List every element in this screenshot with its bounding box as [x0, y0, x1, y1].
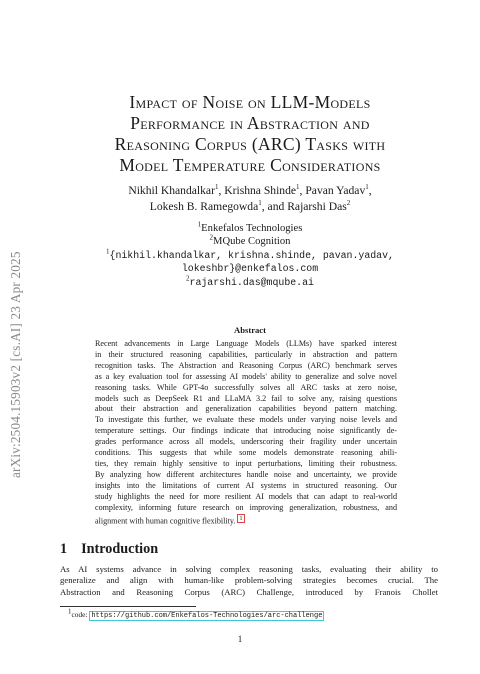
intro-line: As AI systems advance in solving complex reasoning tasks, evaluating their ability to	[60, 564, 438, 574]
page-number: 1	[237, 634, 243, 644]
author-separator: ,	[368, 184, 372, 197]
affiliation-name: Enkefalos Technologies	[201, 223, 303, 234]
email-line	[60, 276, 440, 289]
author-separator: ,	[299, 184, 306, 197]
author-separator: ,	[218, 184, 225, 197]
email-line	[60, 262, 440, 275]
affiliation	[60, 222, 440, 235]
author-affil-mark: 1	[214, 183, 219, 192]
abstract-line: about their abstraction and generalization capabilities beyond pattern matching.	[95, 404, 397, 414]
affil-mark: 2	[209, 233, 214, 242]
abstract-line: in their structured reasoning capabilities, particularly in abstraction and pattern	[95, 349, 397, 359]
footnote-link[interactable]: 1	[239, 514, 243, 522]
author-separator: , and	[261, 200, 288, 213]
abstract-line: recognition tasks. The Abstraction and Reasoning Corpus (ARC) benchmark serves	[95, 360, 397, 370]
footnote-divider	[60, 606, 196, 607]
author-line	[60, 183, 440, 199]
affil-mark: 2	[186, 274, 190, 283]
section-number: 1	[60, 541, 68, 557]
affiliations	[60, 222, 440, 289]
abstract-line: temperature settings. Our findings indicate that introducing noise significantly de-	[95, 426, 397, 436]
author-affil-mark: 1	[365, 183, 369, 192]
abstract-line-last	[95, 514, 397, 528]
author-name: Krishna Shinde	[224, 184, 297, 197]
abstract-line: grades performance across all models, underscoring their fragility under uncertain	[95, 437, 397, 447]
intro-paragraph	[60, 564, 438, 598]
affil-mark: 1	[197, 220, 202, 229]
author-name: Lokesh B. Ramegowda	[149, 200, 259, 213]
author-list	[60, 183, 440, 215]
intro-line: Abstraction and Reasoning Corpus (ARC) Challenge, introduced by Franois Chollet	[60, 586, 438, 597]
abstract-line: as a key evaluation tool for assessing AI models' ability to generalize and solve novel	[95, 371, 397, 381]
footnote-mark: 1	[68, 607, 72, 616]
abstract-body	[95, 339, 397, 527]
affiliation-name: MQube Cognition	[213, 236, 291, 248]
title-line: Model Temperature Considerations	[119, 155, 381, 175]
author-name: Pavan Yadav	[305, 184, 366, 197]
author-affil-mark: 2	[346, 199, 351, 208]
author-affil-mark: 1	[258, 199, 262, 208]
footnote	[68, 607, 324, 620]
section-heading	[60, 541, 158, 558]
abstract-line: ties, they remain highly sensitive to input perturbations, limiting their robustness.	[95, 458, 397, 468]
abstract-line: alignment with human cognitive flexibility.	[95, 516, 236, 526]
abstract-line: conditions. This suggests that while some models demonstrate reasoning abili-	[95, 448, 397, 458]
author-affil-mark: 1	[296, 183, 300, 192]
abstract-line: models such as DeepSeek R1 and LLaMA 3.2 fail to solve any, raising questions	[95, 393, 397, 403]
code-url-link[interactable]: https://github.com/Enkefalos-Technologies/arc-challenge	[91, 612, 323, 620]
abstract-line: study highlights the need for more resilient AI models that can adapt to real-world	[95, 491, 397, 501]
email-text[interactable]: rajarshi.das@mqube.ai	[189, 276, 314, 288]
abstract-line: By analyzing how different architectures handle noise and uncertainty, we provide	[95, 469, 397, 479]
affil-mark: 1	[106, 247, 110, 256]
affiliation	[60, 235, 440, 248]
email-text[interactable]: lokeshbr}@enkefalos.com	[181, 263, 319, 275]
author-name: Nikhil Khandalkar	[128, 184, 215, 197]
paper-title	[60, 92, 440, 176]
abstract-line: complexity, informing future research on improving generalization, robustness, and	[95, 502, 397, 512]
author-name: Rajarshi Das	[287, 200, 347, 213]
abstract-line: To investigate this further, we evaluate these models under varying noise levels and	[95, 415, 397, 425]
abstract-line: Recent advancements in Large Language Models (LLMs) have sparked interest	[95, 339, 397, 348]
author-line	[60, 199, 440, 215]
intro-line: generalize and align with human-like problem-solving strategies becomes crucial. The	[60, 575, 438, 586]
footnote-label: code:	[71, 610, 90, 619]
abstract-line: insights into the limitations of current AI systems in structured reasoning. Our	[95, 480, 397, 490]
arxiv-stamp: arXiv:2504.15903v2 [cs.AI] 23 Apr 2025	[8, 251, 23, 478]
abstract-line: reasoning tasks. While GPT-4o successfully solves all ARC tasks at zero noise,	[95, 382, 397, 392]
abstract-heading: Abstract	[234, 325, 266, 335]
title-line: Performance in Abstraction and	[130, 113, 370, 133]
title-line: Reasoning Corpus (ARC) Tasks with	[114, 134, 386, 154]
email-text[interactable]: {nikhil.khandalkar, krishna.shinde, pavan.yadav,	[109, 249, 394, 261]
email-line	[60, 249, 440, 262]
title-line: Impact of Noise on LLM-Models	[129, 92, 371, 112]
section-title: Introduction	[81, 541, 159, 557]
